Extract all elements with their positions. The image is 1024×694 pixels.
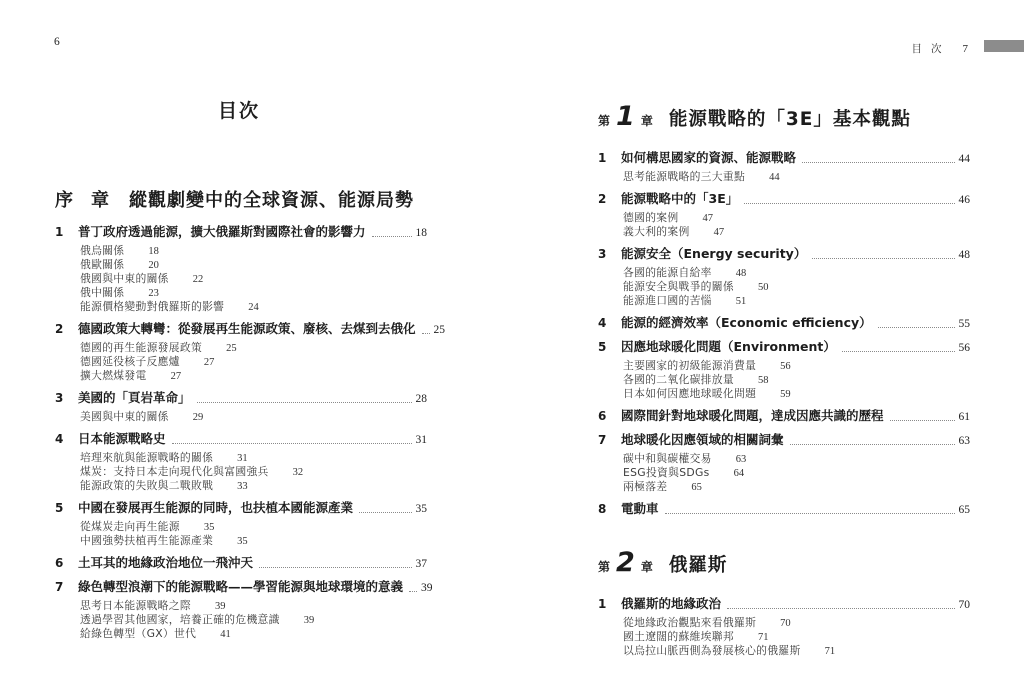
sub-entry <box>623 211 970 225</box>
entry-page: 48 <box>958 249 970 261</box>
toc-entry <box>55 390 427 424</box>
sub-entry-title: 義大利的案例 <box>623 225 690 238</box>
toc-entry-main <box>598 408 970 425</box>
chapter-heading <box>598 102 970 136</box>
sub-entry-title: 思考能源戰略的三大重點 <box>623 170 746 183</box>
toc-entry <box>598 339 970 401</box>
sub-entry <box>623 644 970 658</box>
toc-entry <box>55 224 427 314</box>
chapter-suffix: 章 <box>640 560 653 574</box>
sub-entry-page: 41 <box>220 629 231 640</box>
sub-entry-title: 各國的二氧化碳排放量 <box>623 373 734 386</box>
sub-entry-page: 29 <box>192 412 204 423</box>
sub-entry-title: 國土遼闊的蘇維埃聯邦 <box>623 630 734 643</box>
dot-leader <box>802 161 954 163</box>
chapter-number: 2 <box>616 547 635 578</box>
toc-entry-main <box>55 431 427 448</box>
sub-entry-page: 48 <box>735 268 747 279</box>
left-page-body <box>55 190 446 641</box>
sub-entry-title: 煤炭：支持日本走向現代化與富國強兵 <box>80 465 269 478</box>
dot-leader <box>790 443 955 445</box>
sub-entries <box>598 211 970 239</box>
toc-entry-main <box>598 501 970 518</box>
sub-entry <box>623 616 970 630</box>
dot-leader <box>172 442 412 444</box>
entry-page: 63 <box>958 435 970 447</box>
toc-section <box>55 190 446 641</box>
entry-number: 3 <box>55 391 64 405</box>
sub-entry-title: 思考日本能源戰略之際 <box>80 599 191 612</box>
sub-entry <box>623 466 970 480</box>
sub-entry <box>80 613 427 627</box>
sub-entry-page: 70 <box>780 618 791 629</box>
toc-entry-main <box>598 432 970 449</box>
dot-leader <box>409 590 417 592</box>
entry-title: 美國的「頁岩革命」 <box>78 390 191 405</box>
sub-entry-page: 22 <box>192 274 204 285</box>
sub-entry <box>623 266 970 280</box>
sub-entry-title: 能源安全與戰爭的關係 <box>623 280 734 293</box>
sub-entry-title: 俄烏關係 <box>80 244 125 257</box>
toc-title: 目次 <box>217 100 260 122</box>
entry-number: 5 <box>598 340 607 354</box>
sub-entry-page: 59 <box>780 389 791 400</box>
sub-entry-title: 透過學習其他國家，培養正確的危機意識 <box>80 613 280 626</box>
entry-title: 日本能源戰略史 <box>78 431 166 446</box>
sub-entries <box>55 341 427 383</box>
dot-leader <box>259 566 411 568</box>
sub-entry-title: 美國與中東的關係 <box>80 410 169 423</box>
toc-entry <box>598 150 970 184</box>
entry-page: 18 <box>415 227 427 239</box>
dot-leader <box>665 512 955 514</box>
sub-entry-title: 德國的再生能源發展政策 <box>80 341 203 354</box>
sub-entries <box>55 410 427 424</box>
running-head <box>912 41 969 56</box>
sub-entry <box>80 300 427 314</box>
entry-page: 25 <box>433 324 446 336</box>
sub-entries <box>55 599 427 641</box>
sub-entry <box>80 627 427 641</box>
sub-entry <box>80 520 427 534</box>
chapter-suffix: 章 <box>640 114 653 128</box>
entry-number: 1 <box>598 597 607 611</box>
sub-entry <box>80 355 427 369</box>
sub-entry-page: 44 <box>769 172 780 183</box>
chapter-prefix: 第 <box>598 114 611 128</box>
toc-entry <box>598 596 970 658</box>
chapter-edge-tab <box>984 40 1024 52</box>
sub-entry <box>80 286 427 300</box>
entry-page: 65 <box>958 504 970 516</box>
entry-title: 德國政策大轉彎：從發展再生能源政策、廢核、去煤到去俄化 <box>78 321 416 336</box>
toc-entry <box>55 579 433 641</box>
chapter-heading <box>55 190 427 212</box>
entry-title: 能源安全（Energy security） <box>621 246 807 261</box>
entry-page: 39 <box>421 582 433 594</box>
sub-entry-page: 64 <box>733 468 745 479</box>
page-number-right: 7 <box>962 43 968 55</box>
sub-entry-page: 56 <box>780 361 791 372</box>
sub-entry-page: 58 <box>757 375 769 386</box>
toc-entry <box>598 432 970 494</box>
entry-page: 61 <box>958 411 970 423</box>
toc-entry-main <box>598 315 970 332</box>
entry-number: 4 <box>55 432 64 446</box>
entry-page: 35 <box>415 503 427 515</box>
entry-number: 2 <box>55 322 64 336</box>
entry-title: 如何構思國家的資源、能源戰略 <box>621 150 797 165</box>
sub-entry-page: 63 <box>735 454 747 465</box>
right-sections <box>598 102 970 658</box>
sub-entry-title: 能源政策的失敗與二戰敗戰 <box>80 479 214 492</box>
entry-number: 6 <box>55 556 64 570</box>
sub-entry <box>80 258 427 272</box>
entry-page: 31 <box>415 434 427 446</box>
entry-title: 中國在發展再生能源的同時，也扶植本國能源產業 <box>78 500 354 515</box>
dot-leader <box>812 257 954 259</box>
sub-entry <box>623 225 970 239</box>
toc-entry-main <box>55 390 427 407</box>
chapter-prefix: 第 <box>598 560 611 574</box>
sub-entry-page: 25 <box>226 343 237 354</box>
sub-entry-title: 從地緣政治觀點來看俄羅斯 <box>623 616 757 629</box>
sub-entry <box>80 341 427 355</box>
toc-entry <box>55 321 446 383</box>
sub-entry <box>623 280 970 294</box>
entry-title: 地球暖化因應領域的相關詞彙 <box>621 432 784 447</box>
sub-entry <box>80 479 427 493</box>
sub-entry-page: 20 <box>148 260 159 271</box>
entry-number: 1 <box>598 151 607 165</box>
entry-number: 4 <box>598 316 607 330</box>
sub-entry-title: 兩極落差 <box>623 480 668 493</box>
entry-number: 7 <box>598 433 607 447</box>
toc-entry <box>55 431 427 493</box>
toc-entry-main <box>55 579 433 596</box>
chapter-heading <box>598 548 970 582</box>
chapter-title: 縱觀劇變中的全球資源、能源局勢 <box>129 190 414 211</box>
sub-entry-title: 從煤炭走向再生能源 <box>80 520 180 533</box>
entry-page: 28 <box>415 393 427 405</box>
sub-entry-title: 俄國與中東的關係 <box>80 272 169 285</box>
sub-entries <box>598 616 970 658</box>
sub-entries <box>598 452 970 494</box>
sub-entry-page: 27 <box>170 371 182 382</box>
sub-entry-title: 碳中和與碳權交易 <box>623 452 712 465</box>
sub-entry-title: 能源進口國的苦惱 <box>623 294 712 307</box>
sub-entry-page: 18 <box>148 246 159 257</box>
dot-leader <box>890 419 955 421</box>
sub-entries <box>55 520 427 548</box>
sub-entry-page: 39 <box>214 601 226 612</box>
sub-entry <box>80 534 427 548</box>
sub-entry-title: 日本如何因應地球暖化問題 <box>623 387 757 400</box>
entry-title: 電動車 <box>621 501 659 516</box>
entry-page: 70 <box>958 599 970 611</box>
dot-leader <box>878 326 955 328</box>
entry-page: 55 <box>958 318 970 330</box>
sub-entry <box>623 294 970 308</box>
entry-title: 綠色轉型浪潮下的能源戰略——學習能源與地球環境的意義 <box>78 579 404 594</box>
sub-entry <box>623 170 970 184</box>
sub-entry-title: 德國的案例 <box>623 211 679 224</box>
sub-entry <box>623 630 970 644</box>
sub-entry-title: 各國的能源自給率 <box>623 266 712 279</box>
entry-page: 56 <box>958 342 970 354</box>
sub-entry <box>80 599 427 613</box>
sub-entry-title: ESG投資與SDGs <box>623 466 710 479</box>
sub-entries <box>55 244 427 314</box>
sub-entry-page: 23 <box>148 288 159 299</box>
sub-entry-title: 俄中關係 <box>80 286 125 299</box>
chapter-suffix: 章 <box>91 190 109 211</box>
sub-entry-page: 65 <box>691 482 702 493</box>
sub-entry <box>80 451 427 465</box>
sub-entry-page: 39 <box>303 615 315 626</box>
sub-entry <box>80 369 427 383</box>
dot-leader <box>197 401 412 403</box>
sub-entry-title: 以烏拉山脈西側為發展核心的俄羅斯 <box>623 644 801 657</box>
sub-entries <box>598 359 970 401</box>
toc-entry <box>55 500 427 548</box>
toc-section <box>598 548 970 658</box>
sub-entry-page: 47 <box>713 227 725 238</box>
toc-entry <box>55 555 427 572</box>
sub-entry <box>623 387 970 401</box>
dot-leader <box>422 332 430 334</box>
toc-entry <box>598 315 970 332</box>
dot-leader <box>359 511 411 513</box>
sub-entry-page: 27 <box>203 357 215 368</box>
toc-entry-main <box>598 150 970 167</box>
sub-entry-page: 50 <box>757 282 769 293</box>
toc-entry <box>598 501 970 518</box>
sub-entry-title: 德國延役核子反應爐 <box>80 355 180 368</box>
entry-title: 國際間針對地球暖化問題，達成因應共識的歷程 <box>621 408 884 423</box>
sub-entry-title: 擴大燃煤發電 <box>80 369 147 382</box>
sub-entry <box>623 452 970 466</box>
sub-entries <box>55 451 427 493</box>
entry-title: 普丁政府透過能源，擴大俄羅斯對國際社會的影響力 <box>78 224 366 239</box>
chapter-prefix: 序 <box>55 190 73 211</box>
sub-entry <box>623 480 970 494</box>
entry-number: 8 <box>598 502 607 516</box>
entry-title: 能源的經濟效率（Economic efficiency） <box>621 315 872 330</box>
chapter-title: 俄羅斯 <box>668 555 728 576</box>
toc-entry-main <box>598 339 970 356</box>
right-page-body <box>598 102 970 658</box>
toc-entry-main <box>55 321 446 338</box>
toc-entry-main <box>55 555 427 572</box>
sub-entry-page: 24 <box>248 302 259 313</box>
sub-entry-title: 能源價格變動對俄羅斯的影響 <box>80 300 225 313</box>
dot-leader <box>372 235 412 237</box>
sub-entry <box>80 244 427 258</box>
entry-number: 3 <box>598 247 607 261</box>
sub-entry-title: 主要國家的初級能源消費量 <box>623 359 757 372</box>
dot-leader <box>744 202 954 204</box>
entry-title: 能源戰略中的「3E」 <box>621 191 739 206</box>
entry-number: 1 <box>55 225 64 239</box>
entry-page: 44 <box>958 153 970 165</box>
sub-entry-page: 71 <box>824 646 836 657</box>
toc-entry <box>598 246 970 308</box>
sub-entry <box>80 272 427 286</box>
toc-entry-main <box>598 246 970 263</box>
sub-entry-page: 35 <box>237 536 248 547</box>
entry-page: 46 <box>958 194 970 206</box>
toc-entry <box>598 191 970 239</box>
sub-entry-title: 培理來航與能源戰略的關係 <box>80 451 214 464</box>
sub-entries <box>598 266 970 308</box>
entry-number: 6 <box>598 409 607 423</box>
sub-entry-title: 給綠色轉型（GX）世代 <box>80 627 197 640</box>
sub-entry-title: 中國強勢扶植再生能源產業 <box>80 534 214 547</box>
chapter-number: 1 <box>616 101 635 132</box>
entry-number: 5 <box>55 501 64 515</box>
sub-entry <box>80 465 427 479</box>
page-number-left: 6 <box>54 36 60 48</box>
sub-entry <box>623 359 970 373</box>
toc-entry-main <box>598 596 970 613</box>
running-head-label: 目次 <box>911 43 951 55</box>
sub-entry-page: 32 <box>292 467 304 478</box>
sub-entry <box>80 410 427 424</box>
sub-entry-title: 俄歐關係 <box>80 258 125 271</box>
entry-title: 俄羅斯的地緣政治 <box>621 596 722 611</box>
sub-entry-page: 35 <box>203 522 215 533</box>
toc-entry <box>598 408 970 425</box>
sub-entry-page: 51 <box>735 296 747 307</box>
sub-entry-page: 33 <box>237 481 248 492</box>
sub-entry-page: 31 <box>237 453 248 464</box>
toc-entry-main <box>55 224 427 241</box>
sub-entries <box>598 170 970 184</box>
toc-entry-main <box>598 191 970 208</box>
entry-number: 2 <box>598 192 607 206</box>
dot-leader <box>727 607 954 609</box>
sub-entry <box>623 373 970 387</box>
chapter-title: 能源戰略的「3E」基本觀點 <box>668 109 911 130</box>
entry-title: 因應地球暖化問題（Environment） <box>621 339 836 354</box>
entry-title: 土耳其的地緣政治地位一飛沖天 <box>78 555 254 570</box>
toc-section <box>598 102 970 518</box>
left-sections <box>55 190 446 641</box>
sub-entry-page: 71 <box>757 632 769 643</box>
entry-page: 37 <box>415 558 427 570</box>
sub-entry-page: 47 <box>702 213 713 224</box>
entry-number: 7 <box>55 580 64 594</box>
dot-leader <box>842 350 955 352</box>
toc-entry-main <box>55 500 427 517</box>
